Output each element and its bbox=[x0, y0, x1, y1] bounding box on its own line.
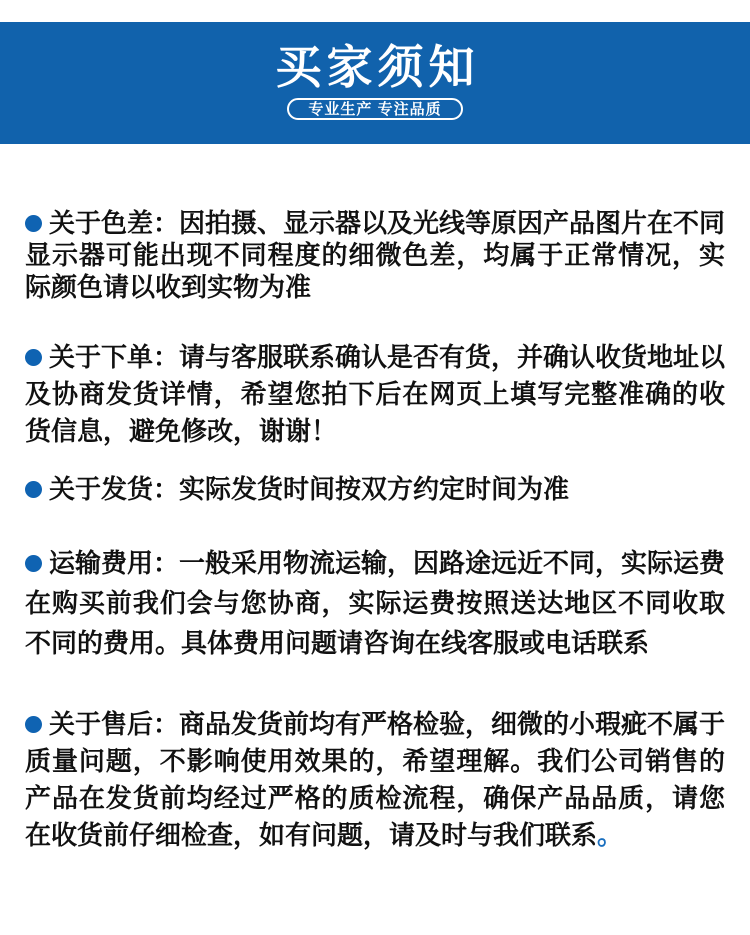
bullet-icon bbox=[25, 349, 42, 366]
notice-item-after-sales bbox=[25, 706, 725, 854]
bullet-icon bbox=[25, 555, 42, 572]
notice-text: 关于色差：因拍摄、显示器以及光线等原因产品图片在不同显示器可能出现不同程度的细微色差，均属于正常情况，实际颜色请以收到实物为准 bbox=[25, 208, 726, 302]
bullet-icon bbox=[25, 215, 42, 232]
page-title: 买家须知 bbox=[275, 41, 480, 93]
notice-item-color-difference bbox=[25, 207, 725, 303]
notice-text: 运输费用：一般采用物流运输，因路途远近不同，实际运费在购买前我们会与您协商，实际运费按照送达地区不同收取不同的费用。具体费用问题请咨询在线客服或电话联系 bbox=[25, 548, 726, 658]
slogan-badge: 专业生产 专注品质 bbox=[287, 98, 462, 120]
notice-item-ordering bbox=[25, 339, 725, 450]
notice-list bbox=[0, 207, 750, 854]
header-banner bbox=[0, 22, 750, 144]
notice-text-suffix: 。 bbox=[597, 820, 624, 850]
bullet-icon bbox=[25, 481, 42, 498]
notice-text: 关于下单：请与客服联系确认是否有货，并确认收货地址以及协商发货详情，希望您拍下后在网页上填写完整准确的收货信息，避免修改，谢谢！ bbox=[25, 342, 726, 446]
notice-item-freight-cost bbox=[25, 543, 725, 663]
bullet-icon bbox=[25, 716, 42, 733]
notice-text: 关于售后：商品发货前均有严格检验，细微的小瑕疵不属于质量问题，不影响使用效果的，希望理解。我们公司销售的产品在发货前均经过严格的质检流程，确保产品品质，请您在收货前仔细检查，如有问题，请及时与我们联系 bbox=[25, 709, 726, 850]
notice-text: 关于发货：实际发货时间按双方约定时间为准 bbox=[49, 474, 570, 504]
notice-item-shipping bbox=[25, 471, 725, 508]
